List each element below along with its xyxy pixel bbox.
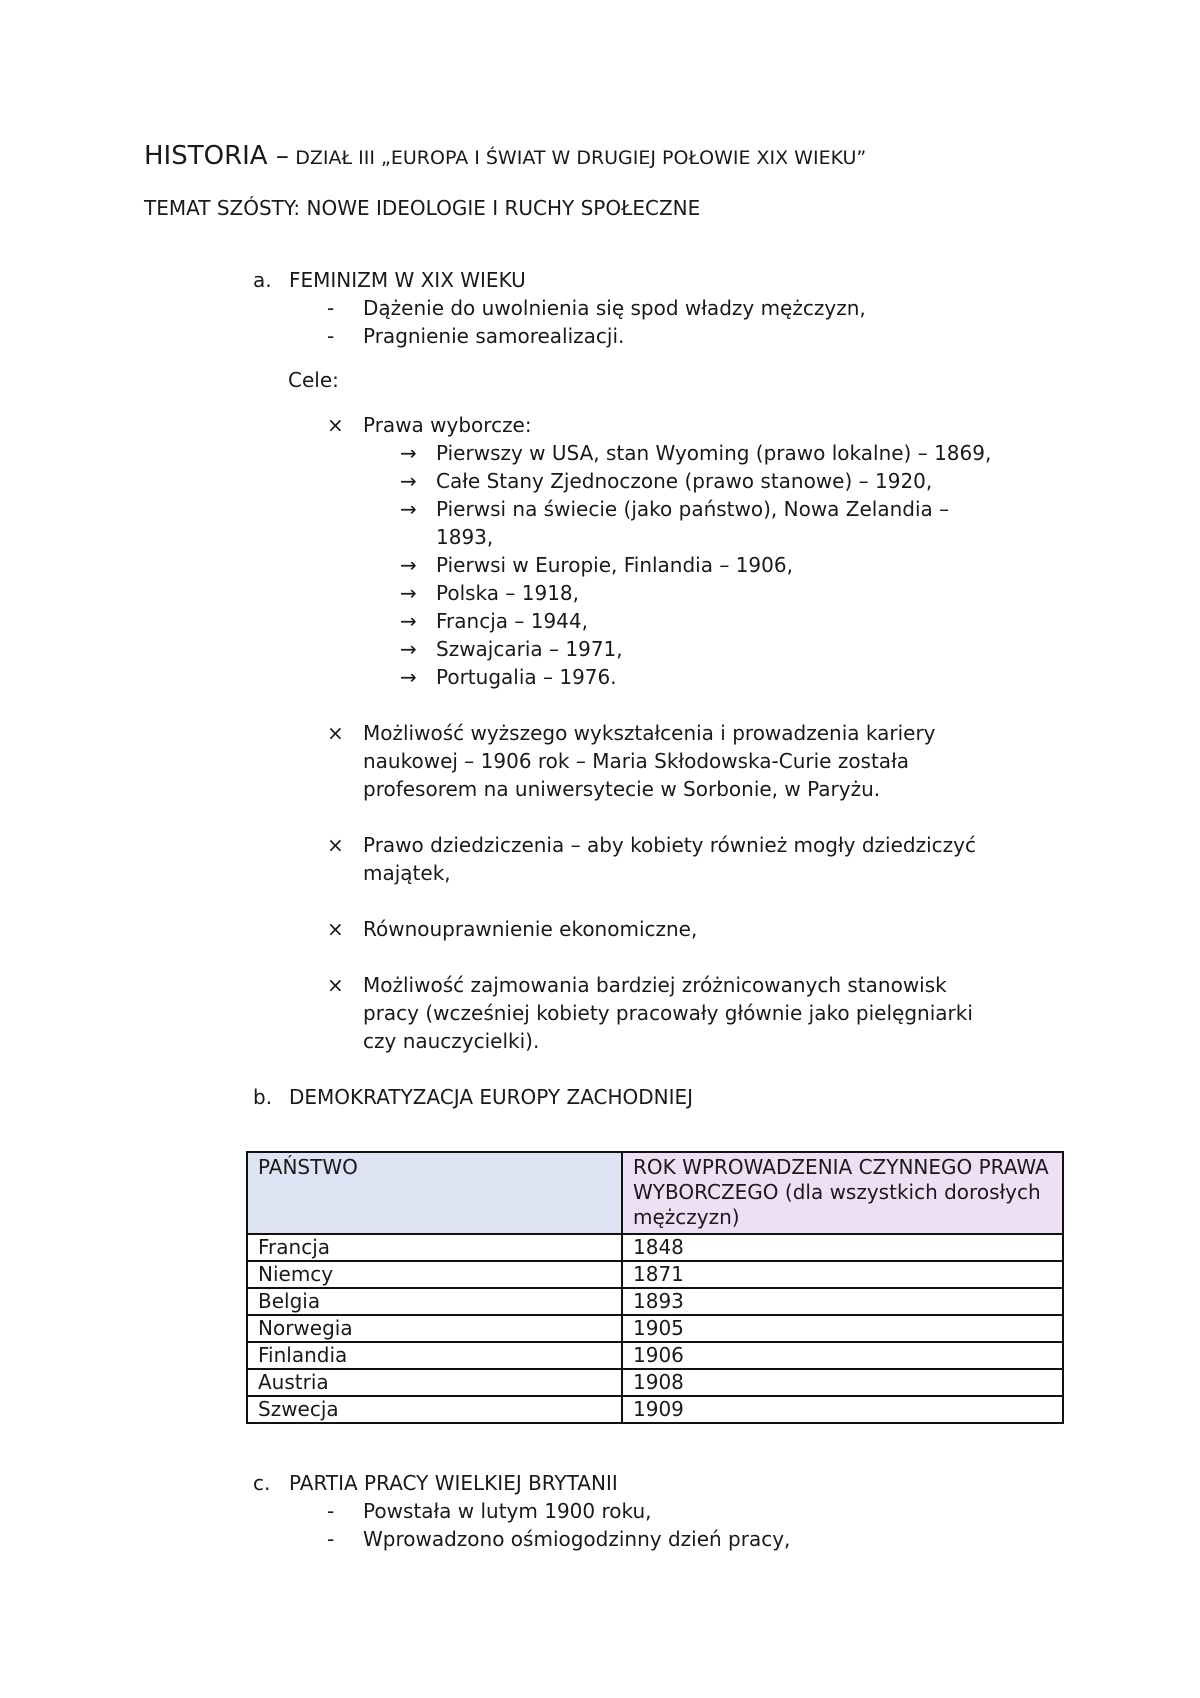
goals-label: Cele: xyxy=(288,368,339,392)
goal-education-line: profesorem na uniwersytecie w Sorbonie, w Paryżu. xyxy=(363,777,881,801)
section-c-heading: PARTIA PRACY WIELKIEJ BRYTANII xyxy=(289,1471,618,1495)
arrow-bullet: → xyxy=(400,581,417,605)
list-item: Całe Stany Zjednoczone (prawo stanowe) – 1920, xyxy=(436,469,933,493)
year-cell: 1906 xyxy=(622,1342,1063,1369)
country-cell: Belgia xyxy=(247,1288,622,1315)
list-item: Pierwsi na świecie (jako państwo), Nowa Zelandia – xyxy=(436,497,950,521)
country-cell: Finlandia xyxy=(247,1342,622,1369)
dash-bullet: - xyxy=(327,1499,335,1523)
dash-bullet: - xyxy=(327,324,335,348)
goal-jobs-line: Możliwość zajmowania bardziej zróżnicowanych stanowisk xyxy=(363,973,947,997)
list-item: Francja – 1944, xyxy=(436,609,588,633)
section-a-marker: a. xyxy=(253,268,272,292)
country-cell: Austria xyxy=(247,1369,622,1396)
list-item: Pierwszy w USA, stan Wyoming (prawo lokalne) – 1869, xyxy=(436,441,992,465)
list-item: Polska – 1918, xyxy=(436,581,580,605)
goal-economic-line: Równouprawnienie ekonomiczne, xyxy=(363,917,698,941)
goal-inheritance-line: majątek, xyxy=(363,861,451,885)
year-cell: 1893 xyxy=(622,1288,1063,1315)
table-header-row xyxy=(247,1152,1063,1234)
arrow-bullet: → xyxy=(400,441,417,465)
list-item: Dążenie do uwolnienia się spod władzy mężczyzn, xyxy=(363,296,866,320)
list-item: Szwajcaria – 1971, xyxy=(436,637,623,661)
cross-bullet: × xyxy=(327,413,344,437)
section-a-heading: FEMINIZM W XIX WIEKU xyxy=(289,268,526,292)
arrow-bullet: → xyxy=(400,469,417,493)
table-row xyxy=(247,1234,1063,1261)
topic-heading: TEMAT SZÓSTY: NOWE IDEOLOGIE I RUCHY SPOŁECZNE xyxy=(144,196,701,220)
table-row xyxy=(247,1369,1063,1396)
arrow-bullet: → xyxy=(400,609,417,633)
cross-bullet: × xyxy=(327,973,344,997)
cross-bullet: × xyxy=(327,721,344,745)
goal-education-line: Możliwość wyższego wykształcenia i prowadzenia kariery xyxy=(363,721,936,745)
year-cell: 1909 xyxy=(622,1396,1063,1423)
cross-bullet: × xyxy=(327,833,344,857)
voting-rights-label: Prawa wyborcze: xyxy=(363,413,532,437)
goal-jobs-line: czy nauczycielki). xyxy=(363,1029,540,1053)
year-cell: 1848 xyxy=(622,1234,1063,1261)
dash-bullet: - xyxy=(327,1527,335,1551)
year-cell: 1908 xyxy=(622,1369,1063,1396)
table-row xyxy=(247,1261,1063,1288)
list-item: Wprowadzono ośmiogodzinny dzień pracy, xyxy=(363,1527,791,1551)
title-chapter: DZIAŁ III „EUROPA I ŚWIAT W DRUGIEJ POŁOWIE XIX WIEKU” xyxy=(295,147,867,169)
goal-education-line: naukowej – 1906 rok – Maria Skłodowska-Curie została xyxy=(363,749,910,773)
goal-jobs-line: pracy (wcześniej kobiety pracowały głównie jako pielęgniarki xyxy=(363,1001,973,1025)
header-country: PAŃSTWO xyxy=(247,1152,622,1234)
table-row xyxy=(247,1342,1063,1369)
year-cell: 1905 xyxy=(622,1315,1063,1342)
header-year: ROK WPROWADZENIA CZYNNEGO PRAWA WYBORCZEGO (dla wszystkich dorosłych mężczyzn) xyxy=(622,1152,1063,1234)
list-item: Pierwsi w Europie, Finlandia – 1906, xyxy=(436,553,793,577)
list-item-continuation: 1893, xyxy=(436,525,494,549)
country-cell: Norwegia xyxy=(247,1315,622,1342)
goal-inheritance-line: Prawo dziedziczenia – aby kobiety również mogły dziedziczyć xyxy=(363,833,976,857)
arrow-bullet: → xyxy=(400,497,417,521)
arrow-bullet: → xyxy=(400,665,417,689)
country-cell: Szwecja xyxy=(247,1396,622,1423)
year-cell: 1871 xyxy=(622,1261,1063,1288)
list-item: Powstała w lutym 1900 roku, xyxy=(363,1499,652,1523)
section-b-marker: b. xyxy=(253,1085,273,1109)
arrow-bullet: → xyxy=(400,553,417,577)
list-item: Pragnienie samorealizacji. xyxy=(363,324,625,348)
country-cell: Niemcy xyxy=(247,1261,622,1288)
table-row xyxy=(247,1396,1063,1423)
arrow-bullet: → xyxy=(400,637,417,661)
voting-rights-table xyxy=(246,1151,1064,1424)
dash-bullet: - xyxy=(327,296,335,320)
document-title xyxy=(144,142,866,172)
country-cell: Francja xyxy=(247,1234,622,1261)
title-subject: HISTORIA – xyxy=(144,141,289,171)
section-b-heading: DEMOKRATYZACJA EUROPY ZACHODNIEJ xyxy=(289,1085,694,1109)
table-row xyxy=(247,1315,1063,1342)
list-item: Portugalia – 1976. xyxy=(436,665,617,689)
section-c-marker: c. xyxy=(253,1471,271,1495)
table-row xyxy=(247,1288,1063,1315)
cross-bullet: × xyxy=(327,917,344,941)
